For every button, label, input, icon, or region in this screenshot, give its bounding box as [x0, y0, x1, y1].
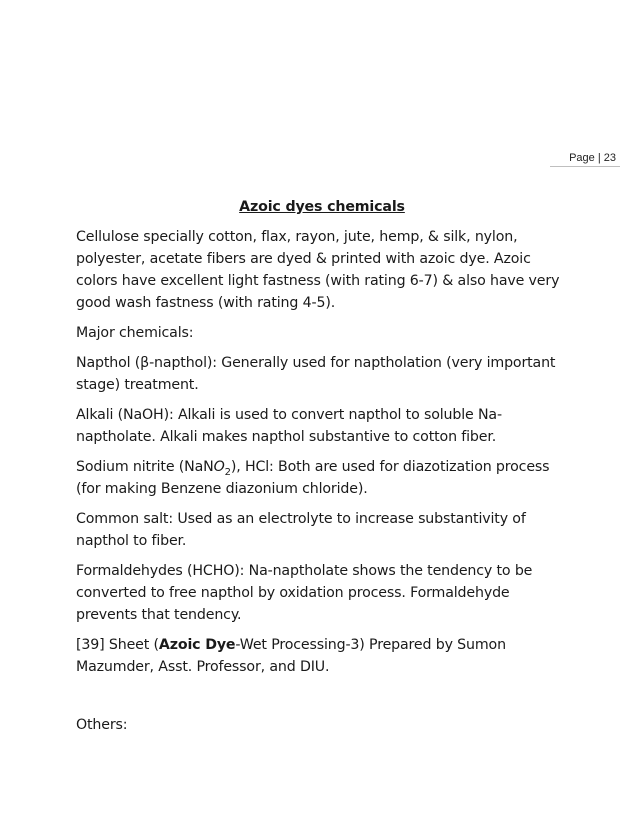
- others-label: Others:: [76, 717, 128, 733]
- major-chemicals-label: Major chemicals:: [76, 325, 194, 341]
- alkali-paragraph: Alkali (NaOH): Alkali is used to convert napthol to soluble Na-naptholate. Alkali makes napthol substantive to cotton fiber.: [76, 407, 502, 445]
- nitrite-suffix: ), HCl: Both are used for diazotization process (for making Benzene diazonium chloride).: [76, 459, 550, 497]
- nitrite-formula-sub: 2: [224, 466, 231, 478]
- reference-suffix: -Wet Processing-3) Prepared by Sumon Mazumder, Asst. Professor, and DIU.: [76, 637, 506, 675]
- napthol-paragraph: Napthol (β-napthol): Generally used for naptholation (very important stage) treatment.: [76, 355, 556, 393]
- reference-bold: Azoic Dye: [158, 637, 236, 653]
- intro-paragraph: Cellulose specially cotton, flax, rayon, jute, hemp, & silk, nylon, polyester, acetate fibers are dyed & printed with azoic dye. Azoic colors have excellent light fastness (with rating 6-7) & also have very good wash fastness (with rating 4-5).: [76, 229, 560, 311]
- section-title: Azoic dyes chemicals: [239, 199, 405, 215]
- reference-prefix: [39] Sheet (: [76, 637, 159, 653]
- common-salt-paragraph: Common salt: Used as an electrolyte to increase substantivity of napthol to fiber.: [76, 511, 526, 549]
- page-number: Page | 23: [569, 152, 616, 164]
- nitrite-prefix: Sodium nitrite (NaN: [76, 459, 214, 475]
- spacer: [76, 686, 568, 714]
- sodium-nitrite-paragraph: [76, 456, 568, 500]
- formaldehyde-paragraph: Formaldehydes (HCHO): Na-naptholate shows the tendency to be converted to free napthol by oxidation process. Formaldehyde prevents that tendency.: [76, 563, 533, 623]
- document-body: [76, 196, 568, 744]
- nitrite-formula-o: O: [213, 459, 225, 475]
- reference-paragraph: [76, 634, 568, 678]
